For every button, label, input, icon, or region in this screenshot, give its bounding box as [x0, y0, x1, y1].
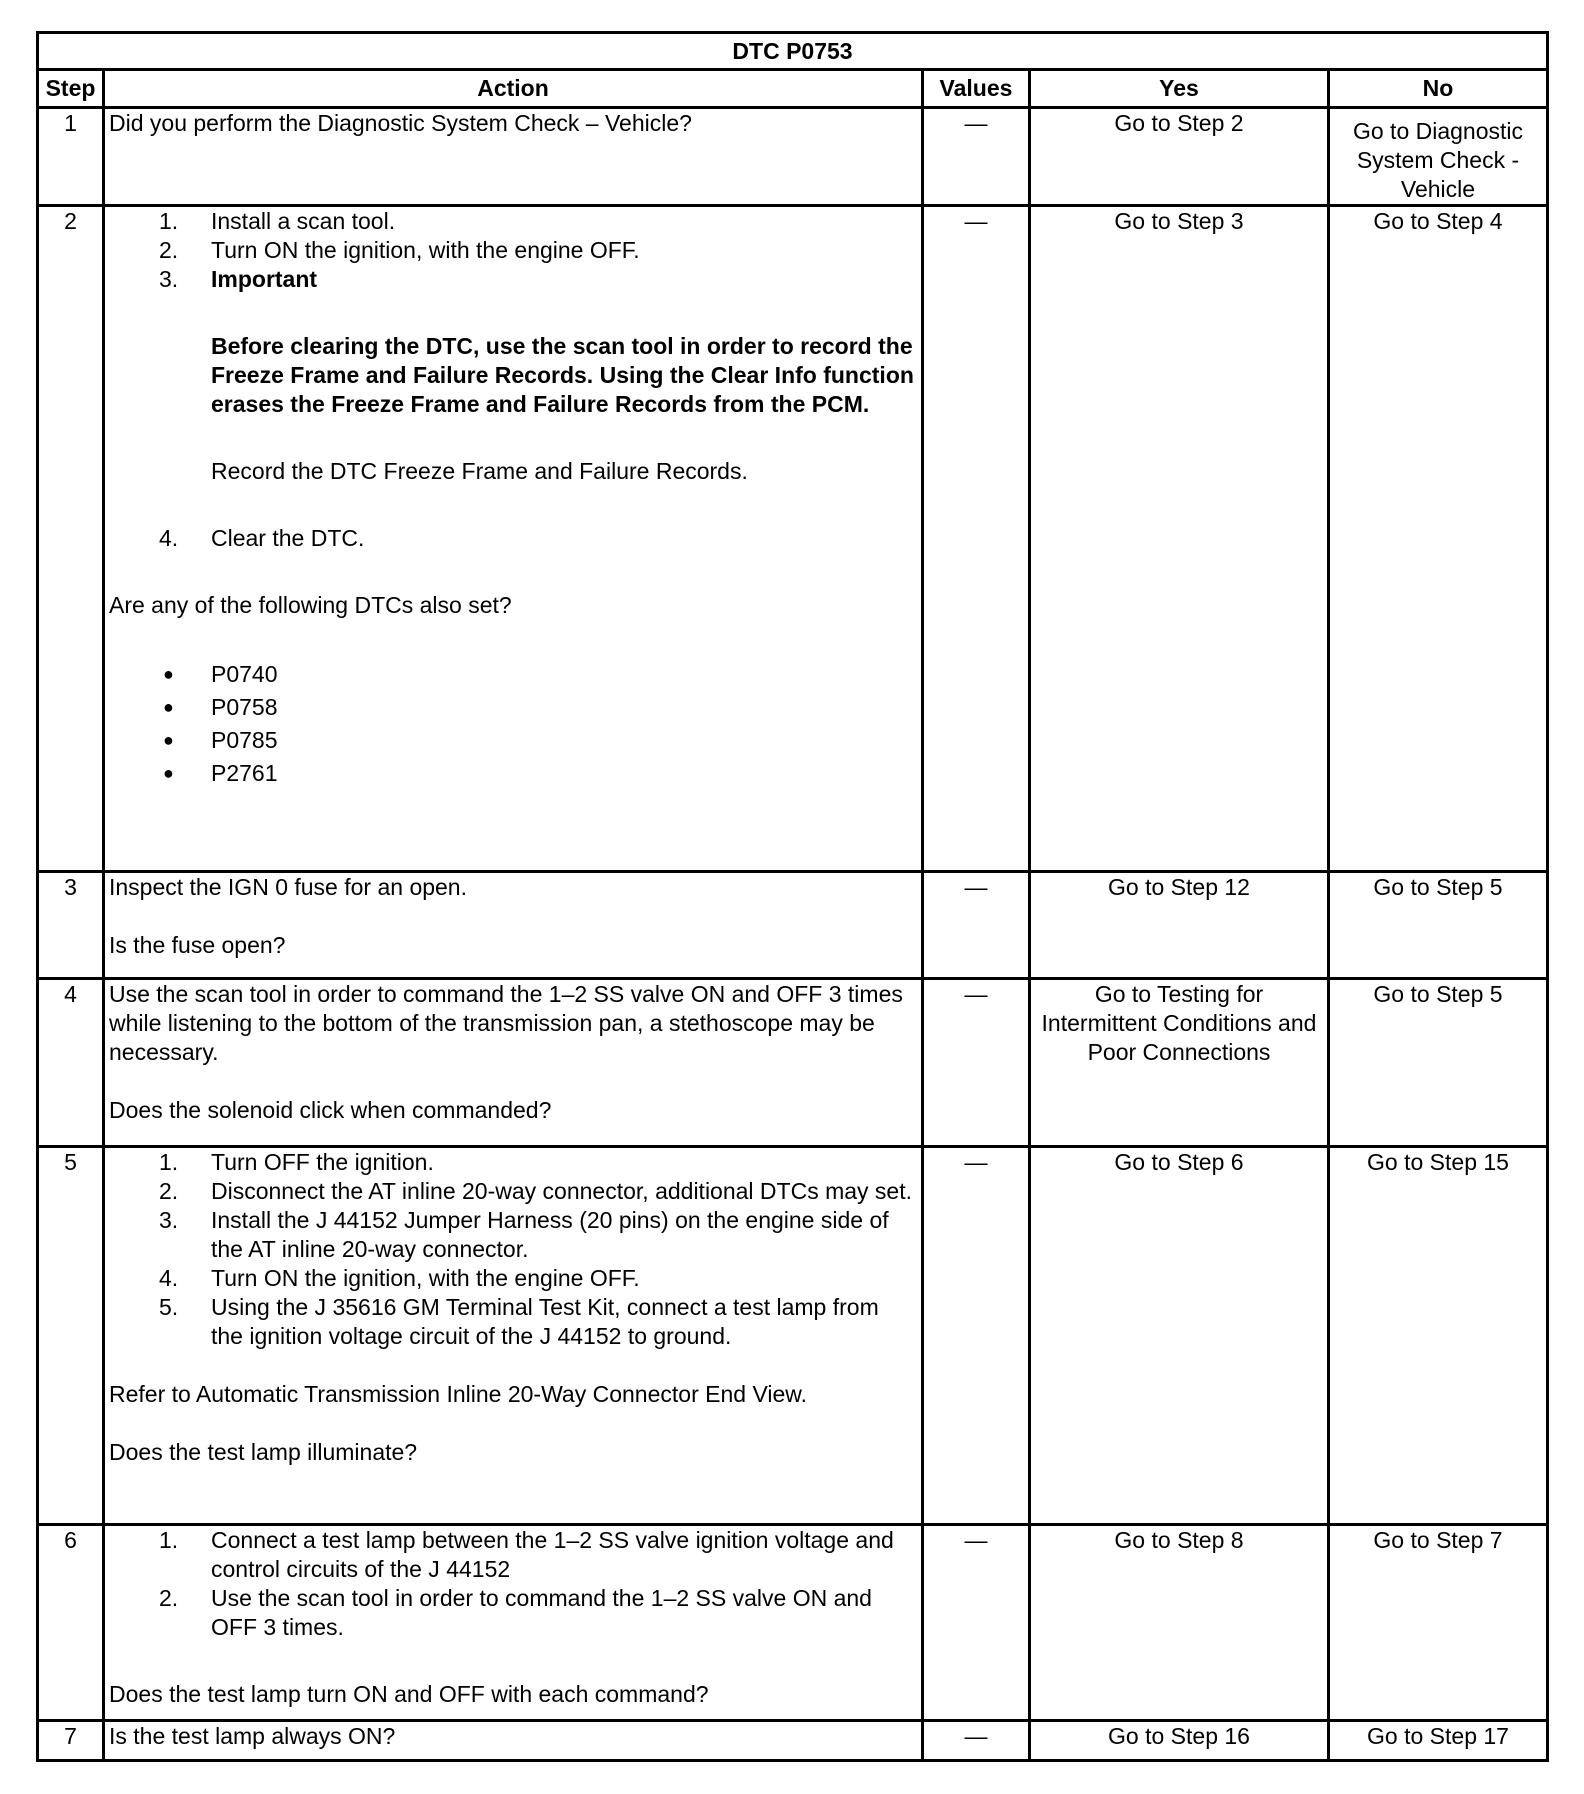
- action-text: Use the scan tool in order to command the 1–2 SS valve ON and OFF 3 times while listening to the bottom of the transmission pan, a stethoscope may be necessary.: [109, 981, 903, 1065]
- question-text: Does the test lamp illuminate?: [109, 1439, 418, 1465]
- list-item: 4. Clear the DTC.: [159, 525, 365, 551]
- list-item: 1. Turn OFF the ignition.: [159, 1149, 434, 1175]
- table-row: [38, 1147, 1548, 1525]
- important-note: Before clearing the DTC, use the scan tool in order to record the Freeze Frame and Failure Records. Using the Clear Info function erases the Freeze Frame and Failure Records from the PCM.: [211, 333, 914, 417]
- no-link[interactable]: Go to Step 17: [1329, 1721, 1548, 1761]
- table-row: [38, 108, 1548, 206]
- list-item: 3. Install the J 44152 Jumper Harness (20 pins) on the engine side of the AT inline 20-way connector.: [159, 1207, 889, 1262]
- table-row: [38, 872, 1548, 979]
- question-text: Are any of the following DTCs also set?: [109, 592, 512, 618]
- action-text: Inspect the IGN 0 fuse for an open.: [109, 874, 467, 900]
- list-item: 2. Turn ON the ignition, with the engine OFF.: [159, 237, 640, 263]
- step-number: 6: [38, 1525, 104, 1721]
- list-item: ● P0758: [163, 694, 278, 720]
- yes-link[interactable]: Go to Step 16: [1030, 1721, 1329, 1761]
- table-title: DTC P0753: [38, 33, 1548, 70]
- action-cell: [104, 1525, 923, 1721]
- no-link[interactable]: Go to Step 5: [1329, 872, 1548, 979]
- question-text: Did you perform the Diagnostic System Check – Vehicle?: [109, 110, 692, 136]
- no-link[interactable]: Go to Step 15: [1329, 1147, 1548, 1525]
- question-text: Does the solenoid click when commanded?: [109, 1097, 552, 1123]
- question-text: Is the fuse open?: [109, 932, 286, 958]
- yes-link[interactable]: Go to Step 6: [1030, 1147, 1329, 1525]
- dtc-table: [36, 31, 1549, 1762]
- action-cell: [104, 872, 923, 979]
- question-text: Is the test lamp always ON?: [109, 1723, 396, 1749]
- table-row: [38, 1721, 1548, 1761]
- no-link[interactable]: Go to Step 7: [1329, 1525, 1548, 1721]
- value-cell: —: [923, 872, 1030, 979]
- list-item: 2. Disconnect the AT inline 20-way connector, additional DTCs may set.: [159, 1178, 912, 1204]
- list-item: ● P2761: [163, 760, 278, 786]
- list-item: 5. Using the J 35616 GM Terminal Test Kit, connect a test lamp from the ignition voltage circuit of the J 44152 to ground.: [159, 1294, 879, 1349]
- list-item: 2. Use the scan tool in order to command the 1–2 SS valve ON and OFF 3 times.: [159, 1585, 872, 1640]
- header-step: Step: [38, 70, 104, 108]
- value-cell: —: [923, 1147, 1030, 1525]
- header-row: [38, 70, 1548, 108]
- step-number: 1: [38, 108, 104, 206]
- no-link[interactable]: Go to Step 5: [1329, 979, 1548, 1147]
- table-row: [38, 1525, 1548, 1721]
- list-item: 1. Connect a test lamp between the 1–2 SS valve ignition voltage and control circuits of the J 44152: [159, 1527, 894, 1582]
- value-cell: —: [923, 108, 1030, 206]
- no-link[interactable]: Go to Step 4: [1329, 206, 1548, 872]
- action-cell: [104, 1721, 923, 1761]
- step-number: 7: [38, 1721, 104, 1761]
- yes-link[interactable]: Go to Step 8: [1030, 1525, 1329, 1721]
- list-item: ● P0785: [163, 727, 278, 753]
- value-cell: —: [923, 979, 1030, 1147]
- step-number: 4: [38, 979, 104, 1147]
- action-cell: [104, 1147, 923, 1525]
- list-item: 4. Turn ON the ignition, with the engine OFF.: [159, 1265, 640, 1291]
- header-action: Action: [104, 70, 923, 108]
- value-cell: —: [923, 206, 1030, 872]
- list-item: ● P0740: [163, 661, 278, 687]
- action-cell: [104, 979, 923, 1147]
- question-text: Does the test lamp turn ON and OFF with each command?: [109, 1681, 709, 1707]
- action-cell: [104, 108, 923, 206]
- table-row: [38, 979, 1548, 1147]
- yes-link[interactable]: Go to Step 12: [1030, 872, 1329, 979]
- step-number: 5: [38, 1147, 104, 1525]
- value-cell: —: [923, 1721, 1030, 1761]
- value-cell: —: [923, 1525, 1030, 1721]
- refer-link[interactable]: Refer to Automatic Transmission Inline 20-Way Connector End View.: [109, 1381, 807, 1407]
- yes-link[interactable]: Go to Step 2: [1030, 108, 1329, 206]
- header-values: Values: [923, 70, 1030, 108]
- yes-link[interactable]: Go to Testing for Intermittent Conditions and Poor Connections: [1030, 979, 1329, 1147]
- yes-link[interactable]: Go to Step 3: [1030, 206, 1329, 872]
- header-no: No: [1329, 70, 1548, 108]
- table-title-row: [38, 33, 1548, 70]
- action-cell: [104, 206, 923, 872]
- table-row: [38, 206, 1548, 872]
- step-number: 2: [38, 206, 104, 872]
- list-item: 1. Install a scan tool.: [159, 208, 396, 234]
- record-text: Record the DTC Freeze Frame and Failure Records.: [211, 458, 748, 484]
- step-number: 3: [38, 872, 104, 979]
- no-link[interactable]: Go to Diagnostic System Check - Vehicle: [1329, 108, 1548, 206]
- header-yes: Yes: [1030, 70, 1329, 108]
- list-item: 3. Important: [159, 266, 318, 292]
